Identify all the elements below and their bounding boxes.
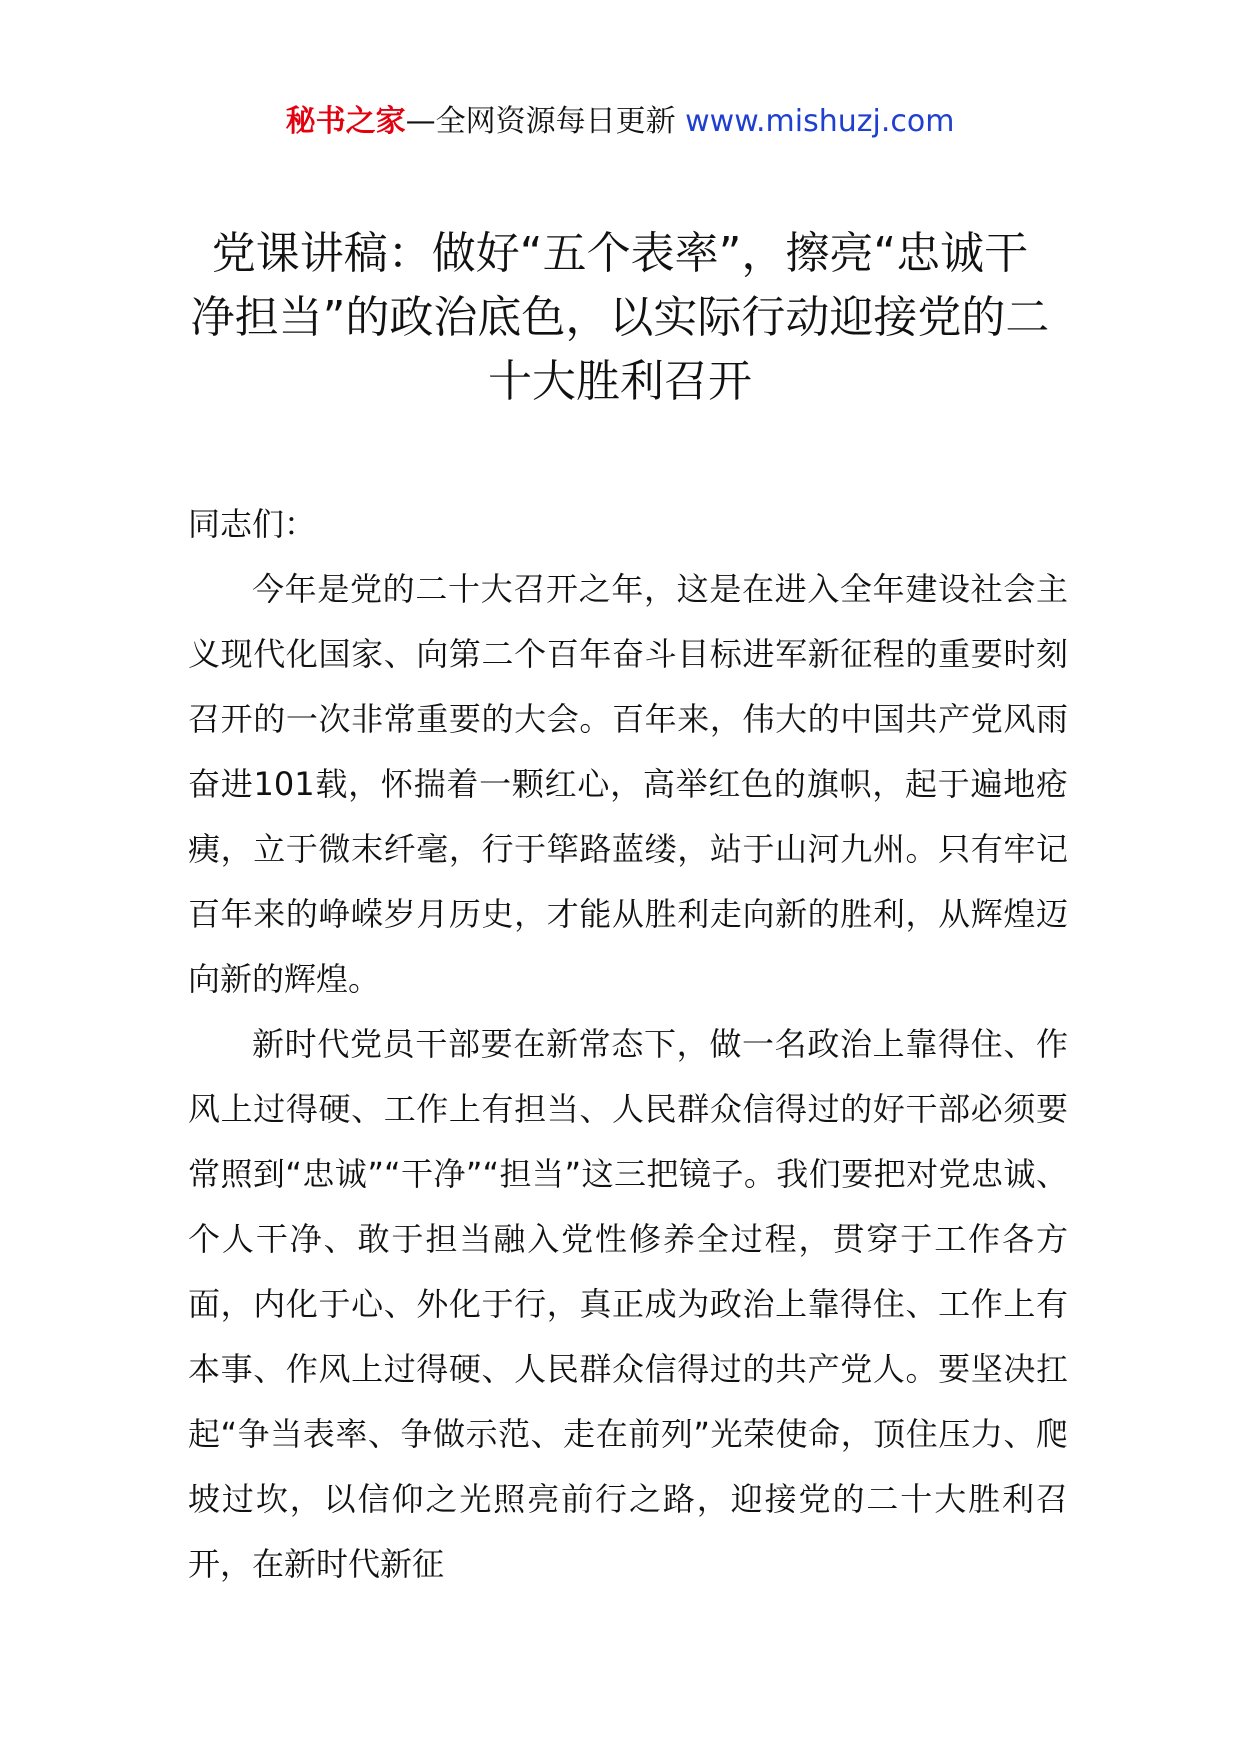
paragraph-2: 新时代党员干部要在新常态下，做一名政治上靠得住、作风上过得硬、工作上有担当、人民群众信得过的好干部必须要常照到“忠诚”“干净”“担当”这三把镜子。我们要把对党忠诚、个人干净、敢于担当融入党性修养全过程，贯穿于工作各方面，内化于心、外化于行，真正成为政治上靠得住、工作上有本事、作风上过得硬、人民群众信得过的共产党人。要坚决扛起“争当表率、争做示范、走在前列”光荣使命，顶住压力、爬坡过坎，以信仰之光照亮前行之路，迎接党的二十大胜利召开，在新时代新征 (188, 1025, 1068, 1583)
document-title: 党课讲稿：做好“五个表率”，擦亮“忠诚干净担当”的政治底色，以实际行动迎接党的二十大胜利召开 (190, 228, 1050, 407)
salutation: 同志们： (188, 505, 317, 543)
paragraph-1: 今年是党的二十大召开之年，这是在进入全年建设社会主义现代化国家、向第二个百年奋斗目标进军新征程的重要时刻召开的一次非常重要的大会。百年来，伟大的中国共产党风雨奋进101载，怀揣着一颗红心，高举红色的旗帜，起于遍地疮痍，立于微末纤毫，行于筚路蓝缕，站于山河九州。只有牢记百年来的峥嵘岁月历史，才能从胜利走向新的胜利，从辉煌迈向新的辉煌。 (188, 570, 1068, 998)
site-url-link[interactable]: www.mishuzj.com (685, 104, 955, 139)
site-header (0, 100, 1240, 144)
site-tagline: —全网资源每日更新 (405, 104, 676, 139)
document-body (188, 492, 1068, 1597)
site-brand: 秘书之家 (285, 104, 406, 139)
